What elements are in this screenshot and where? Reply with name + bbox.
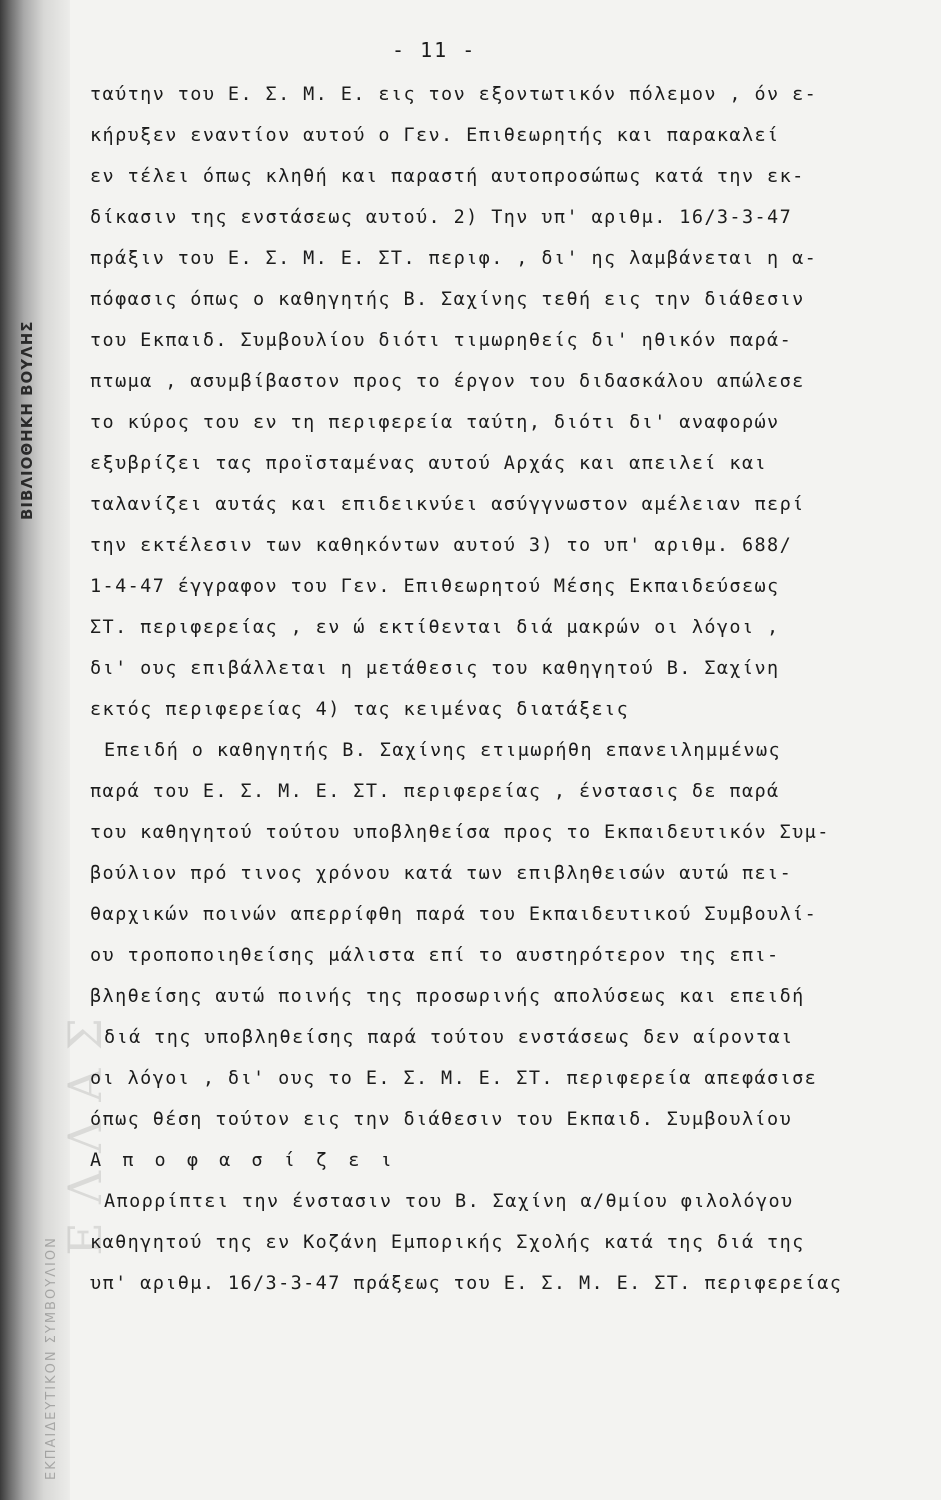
watermark: ΕΛΛΑΣ	[58, 1000, 112, 1256]
text-line: 1-4-47 έγγραφον του Γεν. Επιθεωρητού Μέσης Εκπαιδεύσεως	[90, 576, 780, 597]
text-line: οι λόγοι , δι' ους το Ε. Σ. Μ. Ε. ΣΤ. περιφερεία απεφάσισε	[90, 1068, 818, 1089]
text-line: υπ' αριθμ. 16/3-3-47 πράξεως του Ε. Σ. Μ. Ε. ΣΤ. περιφερείας	[90, 1273, 843, 1294]
text-line: εν τέλει όπως κληθή και παραστή αυτοπροσώπως κατά την εκ-	[90, 166, 805, 187]
page-number: - 11 -	[392, 38, 477, 62]
text-line: πράξιν του Ε. Σ. Μ. Ε. ΣΤ. περιφ. , δι' ης λαμβάνεται η α-	[90, 248, 818, 269]
text-line: εξυβρίζει τας προϊσταμένας αυτού Αρχάς και απειλεί και	[90, 453, 768, 474]
text-line: ταλανίζει αυτάς και επιδεικνύει ασύγγνωστον αμέλειαν περί	[90, 494, 805, 515]
text-line: του καθηγητού τούτου υποβληθείσα προς το Εκπαιδευτικόν Συμ-	[90, 822, 830, 843]
text-line: όπως θέση τούτον εις την διάθεσιν του Εκπαιδ. Συμβουλίου	[90, 1109, 793, 1130]
text-line: βούλιον πρό τινος χρόνου κατά των επιβληθεισών αυτώ πει-	[90, 863, 793, 884]
text-line: εκτός περιφερείας 4) τας κειμένας διατάξεις	[90, 699, 630, 720]
text-line: Επειδή ο καθηγητής Β. Σαχίνης ετιμωρήθη επανειλημμένως	[104, 740, 782, 761]
typed-text-body	[90, 74, 920, 1304]
text-line: πτωμα , ασυμβίβαστον προς το έργον του διδασκάλου απώλεσε	[90, 371, 805, 392]
text-line: θαρχικών ποινών απερρίφθη παρά του Εκπαιδευτικού Συμβουλί-	[90, 904, 818, 925]
text-line: δι' ους επιβάλλεται η μετάθεσις του καθηγητού Β. Σαχίνη	[90, 658, 780, 679]
text-line: ου τροποποιηθείσης μάλιστα επί το αυστηρότερον της επι-	[90, 945, 780, 966]
library-binding-stamp: ΒΙΒΛΙΟΘΗΚΗ ΒΟΥΛΗΣ	[18, 320, 36, 520]
text-line: την εκτέλεσιν των καθηκόντων αυτού 3) το υπ' αριθμ. 688/	[90, 535, 793, 556]
decision-heading: Α π ο φ α σ ί ζ ε ι	[90, 1150, 397, 1171]
text-line: πόφασις όπως ο καθηγητής Β. Σαχίνης τεθή εις την διάθεσιν	[90, 289, 805, 310]
text-line: καθηγητού της εν Κοζάνη Εμπορικής Σχολής κατά της διά της	[90, 1232, 805, 1253]
side-watermark: ΕΚΠΑΙΔΕΥΤΙΚΟΝ ΣΥΜΒΟΥΛΙΟΝ	[44, 1236, 59, 1480]
text-line: βληθείσης αυτώ ποινής της προσωρινής απολύσεως και επειδή	[90, 986, 805, 1007]
text-line: Απορρίπτει την ένστασιν του Β. Σαχίνη α/θμίου φιλολόγου	[104, 1191, 794, 1212]
text-line: ταύτην του Ε. Σ. Μ. Ε. εις τον εξοντωτικόν πόλεμον , όν ε-	[90, 84, 818, 105]
text-line: δίκασιν της ενστάσεως αυτού. 2) Την υπ' αριθμ. 16/3-3-47	[90, 207, 793, 228]
text-line: κήρυξεν εναντίον αυτού ο Γεν. Επιθεωρητής και παρακαλεί	[90, 125, 780, 146]
text-line: το κύρος του εν τη περιφερεία ταύτη, διότι δι' αναφορών	[90, 412, 780, 433]
text-line: παρά του Ε. Σ. Μ. Ε. ΣΤ. περιφερείας , ένστασις δε παρά	[90, 781, 780, 802]
text-line: του Εκπαιδ. Συμβουλίου διότι τιμωρηθείς δι' ηθικόν παρά-	[90, 330, 793, 351]
text-line: ΣΤ. περιφερείας , εν ώ εκτίθενται διά μακρών οι λόγοι ,	[90, 617, 780, 638]
text-line: διά της υποβληθείσης παρά τούτου ενστάσεως δεν αίρονται	[104, 1027, 794, 1048]
